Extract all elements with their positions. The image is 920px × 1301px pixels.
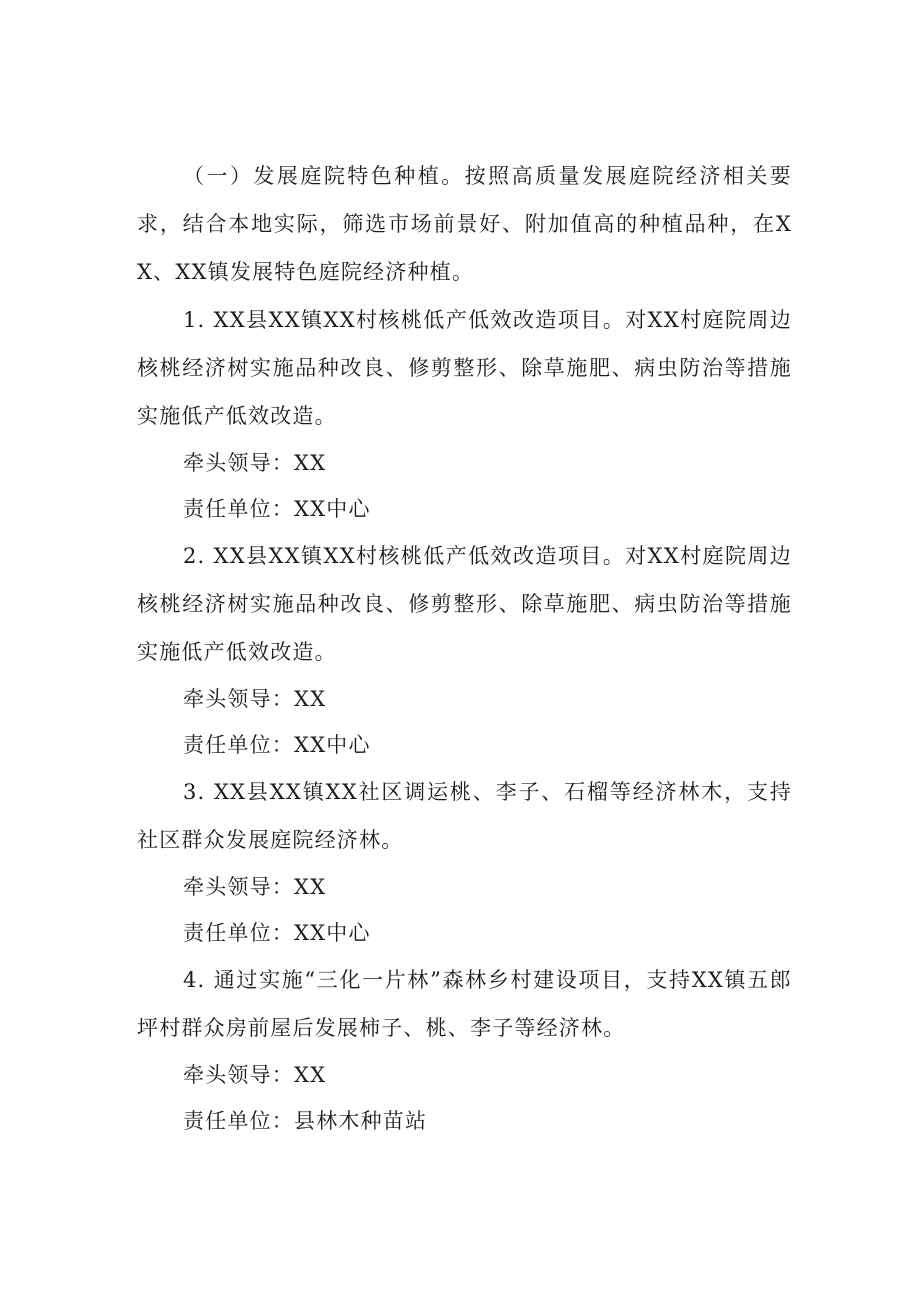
project-4-leader: 牵头领导：XX: [183, 1063, 327, 1087]
document-body: [137, 152, 792, 1144]
project-2-unit: 责任单位：XX中心: [183, 733, 371, 757]
project-4-unit: 责任单位：县林木种苗站: [183, 1109, 428, 1133]
project-3-leader: 牵头领导：XX: [183, 875, 327, 899]
project-1-leader: 牵头领导：XX: [183, 451, 327, 475]
section-intro-paragraph: （一）发展庭院特色种植。按照高质量发展庭院经济相关要求，结合本地实际，筛选市场前景好、附加值高的种植品种，在XX、XX镇发展特色庭院经济种植。: [137, 164, 792, 284]
project-2-leader: 牵头领导：XX: [183, 687, 327, 711]
project-3-unit: 责任单位：XX中心: [183, 921, 371, 945]
project-2-paragraph: 2. XX县XX镇XX村核桃低产低效改造项目。对XX村庭院周边核桃经济树实施品种改良、修剪整形、除草施肥、病虫防治等措施实施低产低效改造。: [137, 544, 792, 664]
project-3-paragraph: 3. XX县XX镇XX社区调运桃、李子、石榴等经济林木，支持社区群众发展庭院经济林。: [137, 780, 792, 852]
project-4-paragraph: 4. 通过实施“三化一片林”森林乡村建设项目，支持XX镇五郎坪村群众房前屋后发展柿子、桃、李子等经济林。: [137, 968, 792, 1040]
project-1-unit: 责任单位：XX中心: [183, 497, 371, 521]
project-1-paragraph: 1. XX县XX镇XX村核桃低产低效改造项目。对XX村庭院周边核桃经济树实施品种改良、修剪整形、除草施肥、病虫防治等措施实施低产低效改造。: [137, 308, 792, 428]
